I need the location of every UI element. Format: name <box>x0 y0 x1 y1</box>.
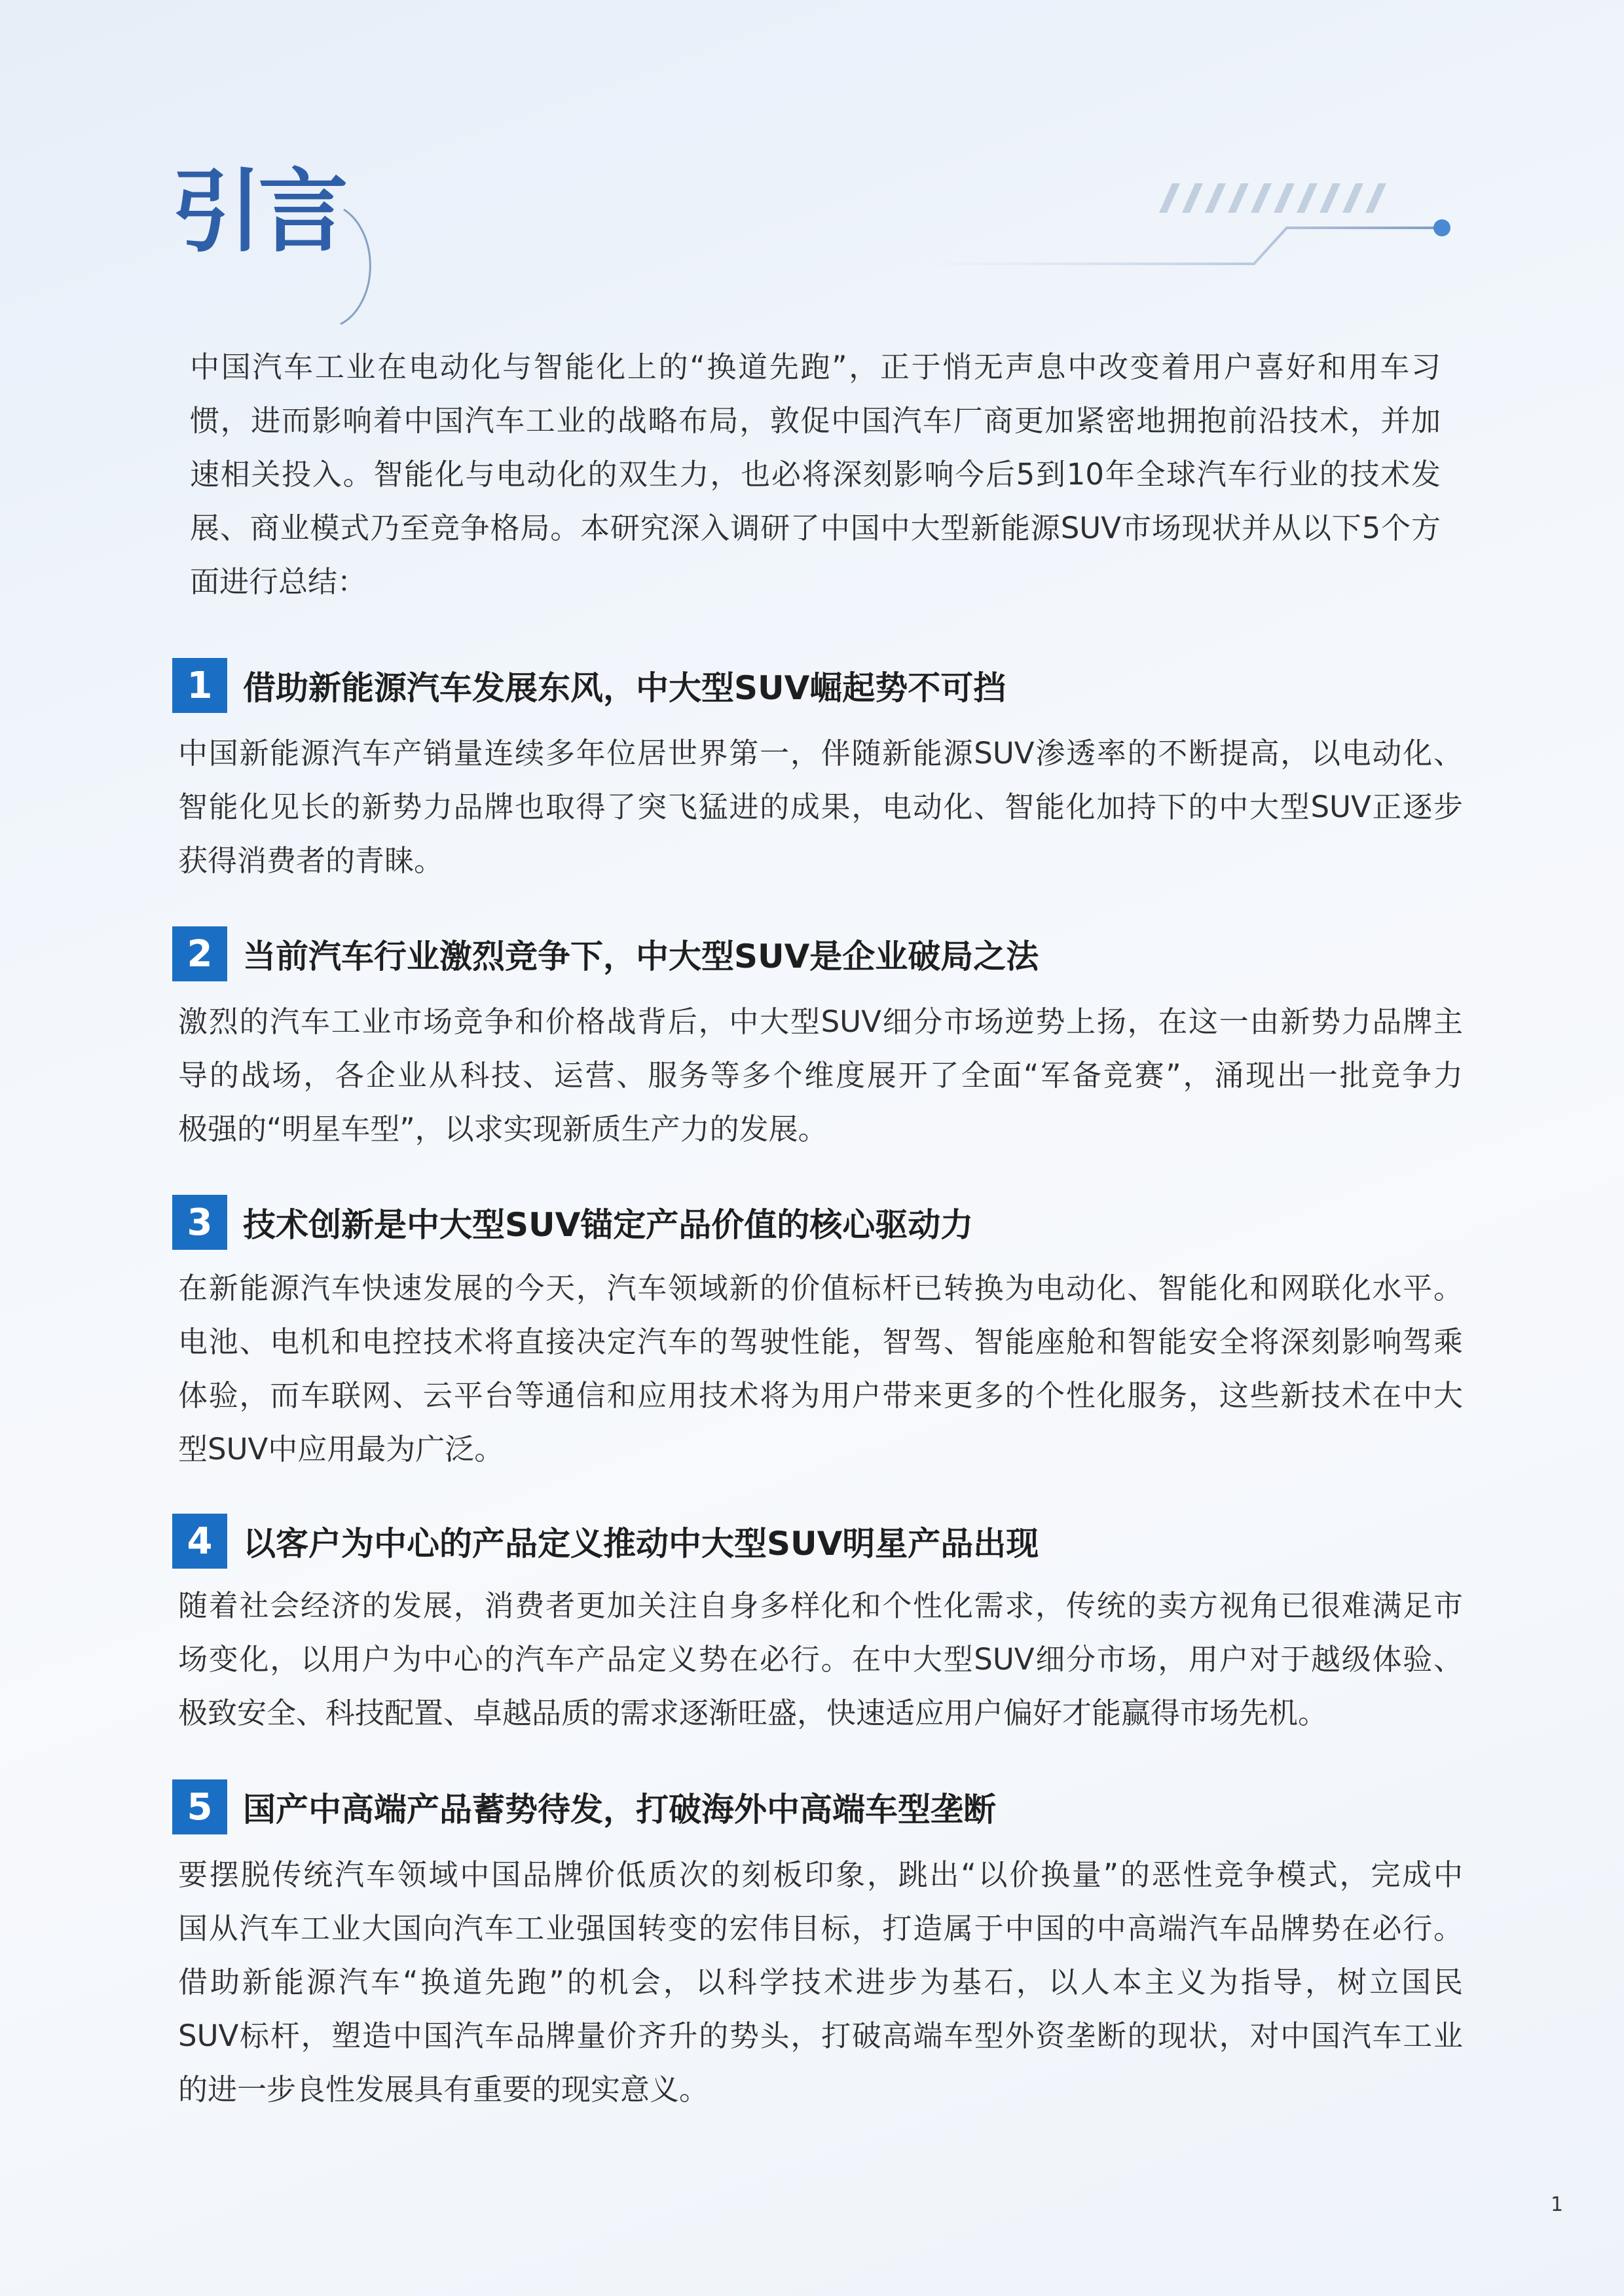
text-line: 极强的“明星车型”，以求实现新质生产力的发展。 <box>178 1112 828 1146</box>
section-heading-3 <box>172 1195 973 1250</box>
text-line: 展、商业模式乃至竞争格局。本研究深入调研了中国中大型新能源SUV市场现状并从以下5个方 <box>190 511 1441 545</box>
section-body-3 <box>178 1262 1463 1476</box>
section-heading-text: 当前汽车行业激烈竞争下，中大型SUV是企业破局之法 <box>243 938 1039 975</box>
section-number-badge: 4 <box>172 1514 227 1569</box>
line-decoration <box>917 228 1441 264</box>
section-body-1 <box>178 727 1463 888</box>
section-heading-4 <box>172 1514 1039 1569</box>
text-line: 体验，而车联网、云平台等通信和应用技术将为用户带来更多的个性化服务，这些新技术在中大 <box>178 1378 1463 1413</box>
text-line: 电池、电机和电控技术将直接决定汽车的驾驶性能，智驾、智能座舱和智能安全将深刻影响驾乘 <box>178 1324 1463 1359</box>
section-body-5 <box>178 1848 1463 2117</box>
section-number-badge: 5 <box>172 1779 227 1834</box>
text-line: SUV标杆，塑造中国汽车品牌量价齐升的势头，打破高端车型外资垄断的现状，对中国汽车工业 <box>178 2018 1463 2053</box>
section-heading-2 <box>172 926 1039 981</box>
dot-decoration <box>1433 219 1450 236</box>
text-line: 激烈的汽车工业市场竞争和价格战背后，中大型SUV细分市场逆势上扬，在这一由新势力品牌主 <box>178 1004 1463 1039</box>
text-line: 惯，进而影响着中国汽车工业的战略布局，敦促中国汽车厂商更加紧密地拥抱前沿技术，并加 <box>190 403 1441 438</box>
section-heading-1 <box>172 658 1006 713</box>
text-line: 速相关投入。智能化与电动化的双生力，也必将深刻影响今后5到10年全球汽车行业的技术发 <box>190 457 1441 492</box>
text-line: 中国汽车工业在电动化与智能化上的“换道先跑”，正于悄无声息中改变着用户喜好和用车习 <box>190 350 1441 384</box>
section-body-2 <box>178 995 1463 1156</box>
text-line: 国从汽车工业大国向汽车工业强国转变的宏伟目标，打造属于中国的中高端汽车品牌势在必行。 <box>178 1911 1463 1946</box>
text-line: 面进行总结： <box>190 564 367 599</box>
text-line: 智能化见长的新势力品牌也取得了突飞猛进的成果，电动化、智能化加持下的中大型SUV正逐步 <box>178 790 1463 824</box>
section-body-4 <box>178 1579 1463 1740</box>
text-line: 随着社会经济的发展，消费者更加关注自身多样化和个性化需求，传统的卖方视角已很难满足市 <box>178 1588 1463 1623</box>
text-line: 极致安全、科技配置、卓越品质的需求逐渐旺盛，快速适应用户偏好才能赢得市场先机。 <box>178 1696 1328 1730</box>
text-line: 中国新能源汽车产销量连续多年位居世界第一，伴随新能源SUV渗透率的不断提高，以电动化、 <box>178 736 1463 771</box>
section-heading-text: 国产中高端产品蓄势待发，打破海外中高端车型垄断 <box>243 1791 996 1829</box>
page-title: 引言 <box>172 159 345 264</box>
section-heading-text: 技术创新是中大型SUV锚定产品价值的核心驱动力 <box>243 1206 974 1244</box>
arc-decoration <box>341 210 370 324</box>
text-line: 在新能源汽车快速发展的今天，汽车领域新的价值标杆已转换为电动化、智能化和网联化水平。 <box>178 1271 1463 1305</box>
section-number-badge: 1 <box>172 658 227 713</box>
section-heading-text: 借助新能源汽车发展东风，中大型SUV崛起势不可挡 <box>243 669 1006 707</box>
text-line: 要摆脱传统汽车领域中国品牌价低质次的刻板印象，跳出“以价换量”的恶性竞争模式，完成中 <box>178 1857 1463 1892</box>
stripes-decoration <box>1159 183 1386 213</box>
section-number-badge: 3 <box>172 1195 227 1250</box>
text-line: 获得消费者的青睐。 <box>178 843 444 878</box>
intro-paragraph <box>190 340 1441 609</box>
section-number-badge: 2 <box>172 926 227 981</box>
text-line: 导的战场，各企业从科技、运营、服务等多个维度展开了全面“军备竞赛”，涌现出一批竞争力 <box>178 1058 1463 1093</box>
page-number: 1 <box>1551 2193 1564 2216</box>
section-heading-text: 以客户为中心的产品定义推动中大型SUV明星产品出现 <box>243 1525 1039 1563</box>
text-line: 借助新能源汽车“换道先跑”的机会，以科学技术进步为基石，以人本主义为指导，树立国民 <box>178 1965 1463 1999</box>
text-line: 的进一步良性发展具有重要的现实意义。 <box>178 2072 709 2107</box>
text-line: 型SUV中应用最为广泛。 <box>178 1432 504 1467</box>
text-line: 场变化，以用户为中心的汽车产品定义势在必行。在中大型SUV细分市场，用户对于越级体验、 <box>178 1642 1463 1677</box>
section-heading-5 <box>172 1779 996 1834</box>
